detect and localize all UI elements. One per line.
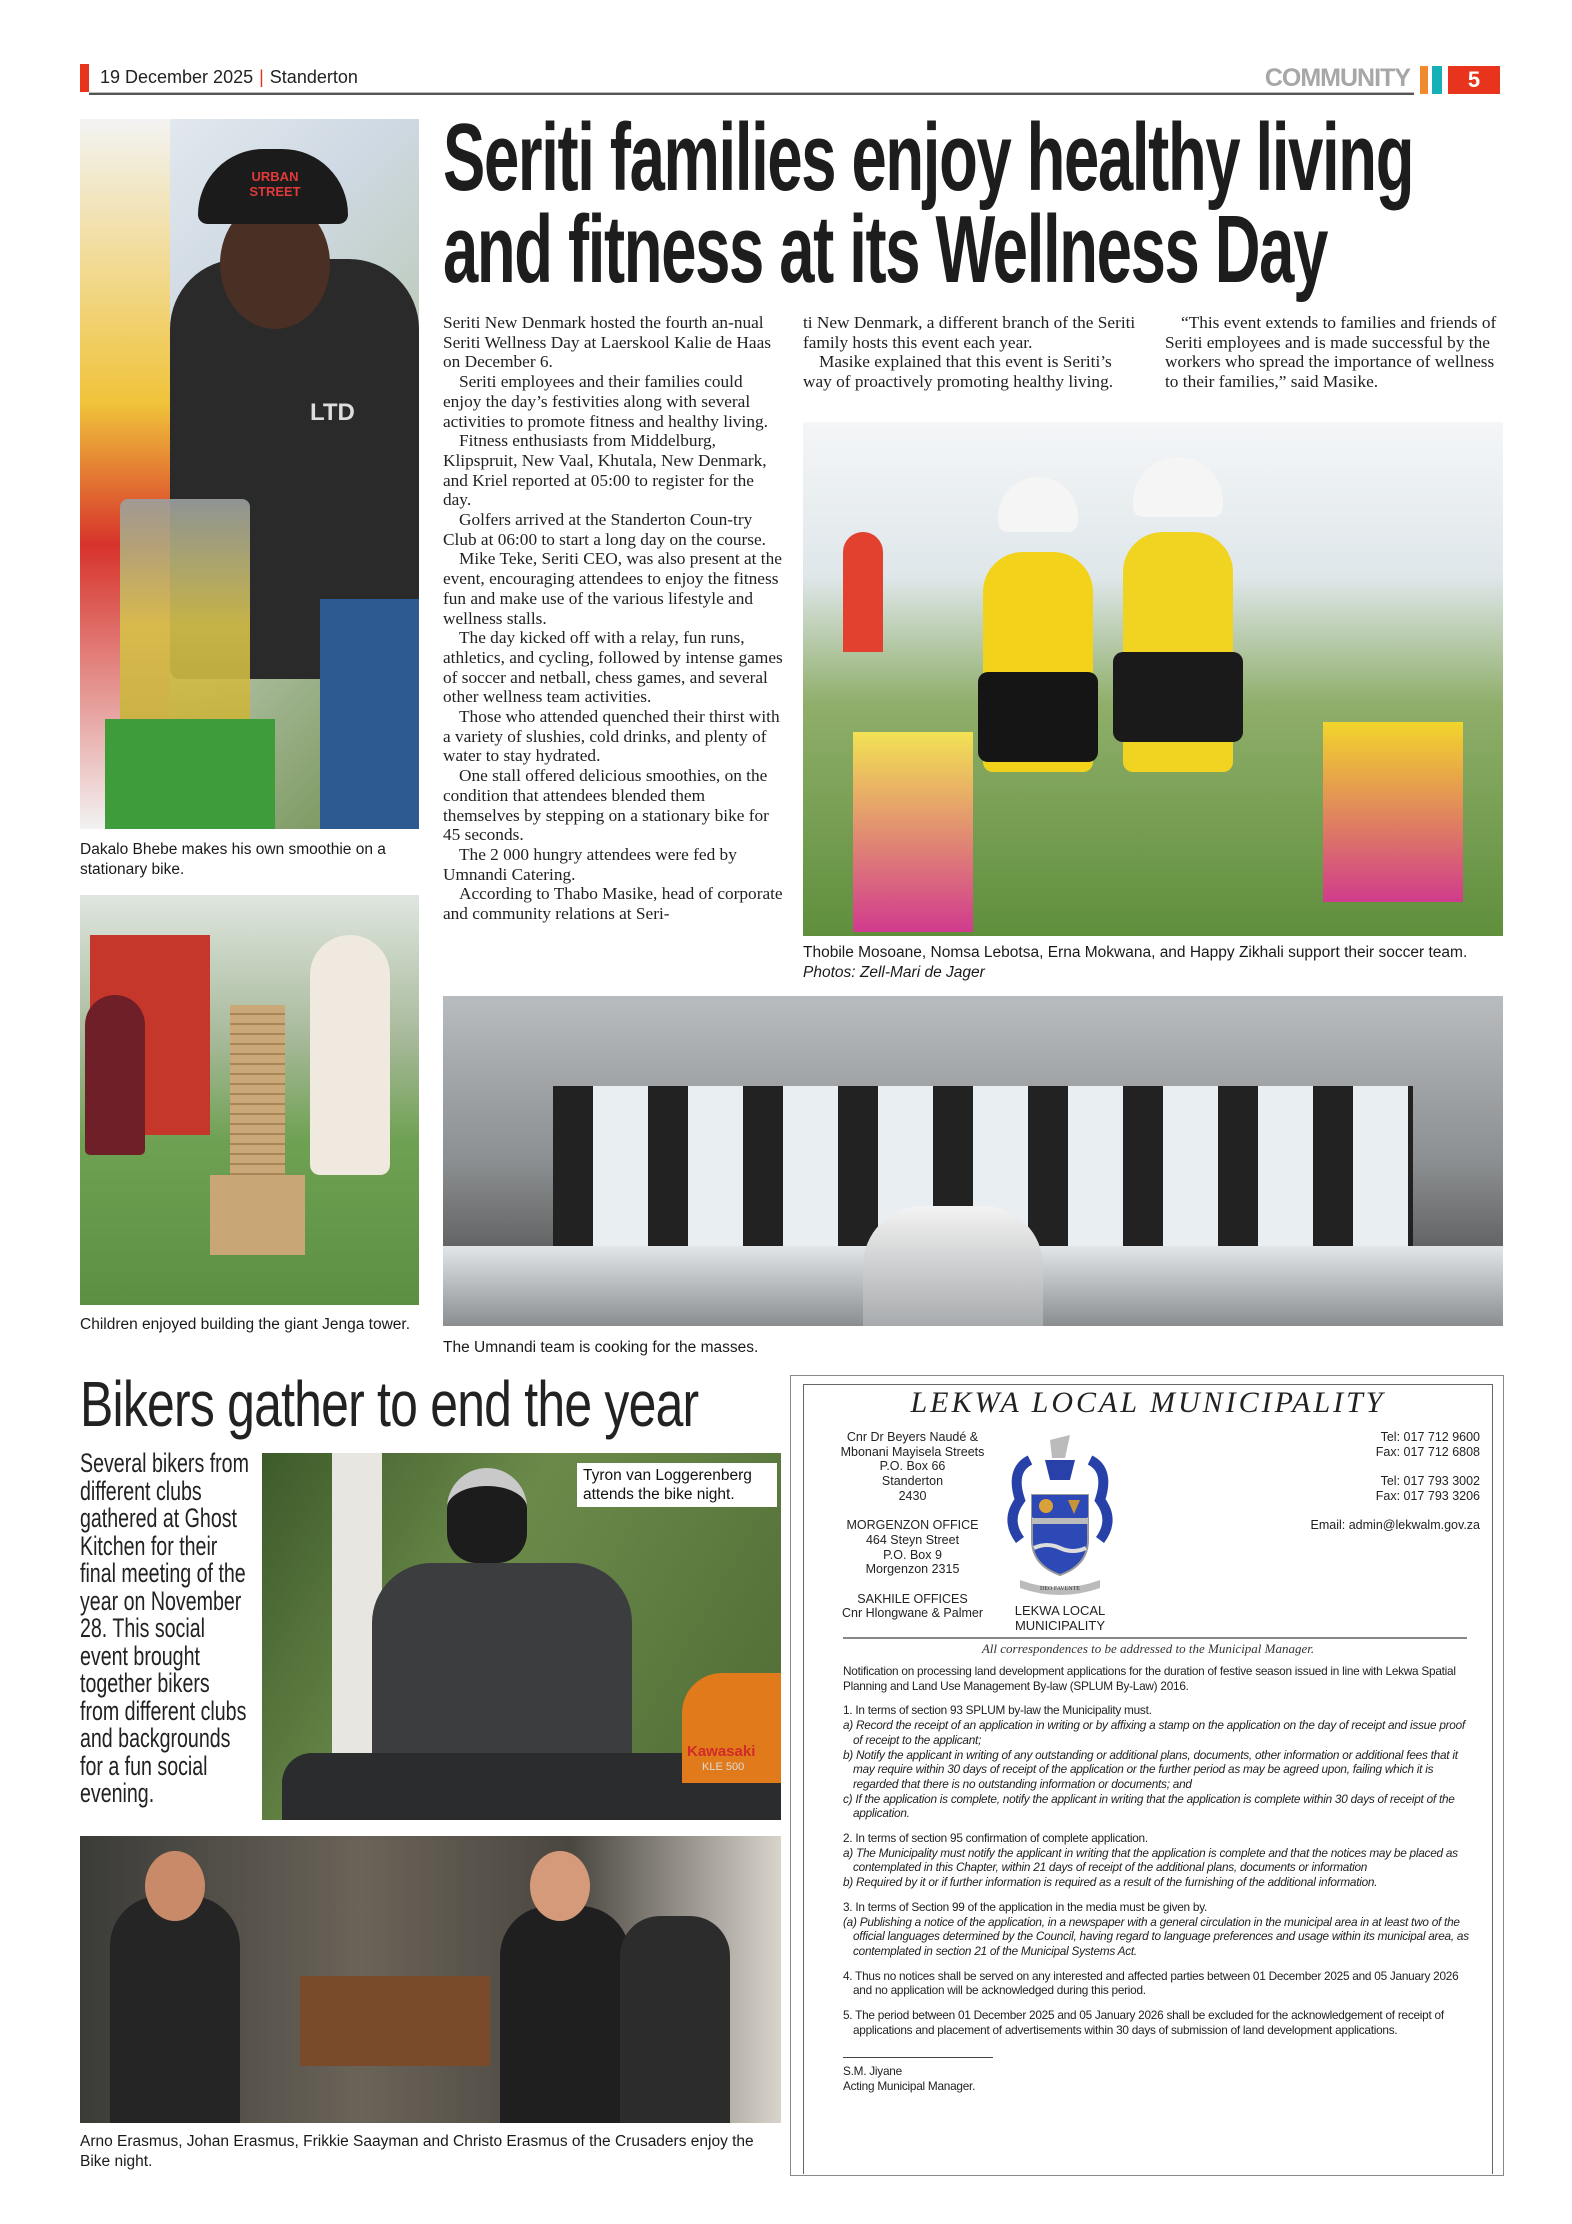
section-accent-orange [1420,66,1428,94]
caption-umnandi: The Umnandi team is cooking for the masses. [443,1339,759,1356]
paragraph: Golfers arrived at the Standerton Coun-try Club at 06:00 to start a long day on the course. [443,510,767,549]
address-line: P.O. Box 9 [883,1547,942,1562]
section-heading: 2. In terms of section 95 confirmation of complete application. [843,1831,1148,1846]
cap-brand-text: URBAN STREET [249,169,301,199]
headline-line-2: and fitness at its Wellness Day [443,196,1327,303]
section-item: b) Required by it or if further information is required as a result of the furnishing of the additional information. [843,1875,1378,1890]
bike-brand-text: Kawasaki [687,1743,756,1760]
contact-line: Fax: 017 793 3206 [1375,1488,1480,1503]
contact-line: Tel: 017 793 3002 [1380,1474,1480,1489]
address-line: Cnr Dr Beyers Naudé & [846,1430,979,1444]
photo-crusaders [80,1836,781,2123]
photo-inset-caption: Tyron van Loggerenberg attends the bike night. [577,1463,777,1507]
paragraph: Seriti employees and their families could enjoy the day’s festivities along with several activities to promote fitness and healthy living. [443,372,768,431]
notice-title: LEKWA LOCAL MUNICIPALITY [910,1386,1386,1419]
caption-text: Thobile Mosoane, Nomsa Lebotsa, Erna Mokwana, and Happy Zikhali support their soccer team. [803,944,1468,961]
section-item: b) Notify the applicant in writing of any outstanding or additional plans, documents, other information or additional fees that it may require within 30 days of receipt of the application or the further period as may be agreed upon, failing which it is regarded that there is no outstanding information or documents; and [843,1747,1458,1791]
paragraph: ti New Denmark, a different branch of the Seriti family hosts this event each year. [803,313,1136,352]
article-column-1 [443,313,783,924]
caption-soccer-supporters [803,943,1503,983]
photo-umnandi-team [443,996,1503,1326]
wellness-headline [443,104,1414,303]
notice-point-5: 5. The period between 01 December 2025 and 05 January 2026 shall be excluded for the acknowledgement of receipt of applications and placement of advertisements within 30 days of submission of land development applications. [843,2008,1444,2037]
header-dateline [100,64,358,90]
address-line: Morgenzon 2315 [865,1562,960,1577]
section-item: c) If the application is complete, notify the applicant in writing that the application is complete within 30 days of receipt of the application. [843,1791,1455,1821]
edition-town: Standerton [269,67,358,87]
bike-model-text: KLE 500 [702,1761,745,1773]
address-line: 2430 [898,1488,927,1503]
address-line: Standerton [881,1474,944,1489]
section-item: (a) Publishing a notice of the application, in a newspaper with a general circulation in the municipal area in at least two of the official languages determined by the Council, having regard to language preferences and usage within its municipal area, as contemplated in section 21 of the Municipal Systems Act. [843,1914,1469,1958]
correspondence-note: All correspondences to be addressed to the Municipal Manager. [981,1641,1315,1656]
address-line: P.O. Box 66 [879,1459,946,1474]
address-line: MORGENZON OFFICE [846,1518,979,1533]
photo-tyron-bike [262,1453,781,1820]
notice-point-4: 4. Thus no notices shall be served on any interested and affected parties between 01 December 2025 and 05 January 2026 and no application will be acknowledged during this period. [843,1968,1459,1998]
paragraph: Seriti New Denmark hosted the fourth an-nual Seriti Wellness Day at Laerskool Kalie de Haas on December 6. [443,313,771,372]
photo-soccer-supporters [803,422,1503,936]
logo-motto: DEO FAVENTE [1040,1586,1080,1592]
dateline-separator: | [259,67,264,87]
photo-credit: Photos: Zell-Mari de Jager [803,964,985,981]
issue-date: 19 December 2025 [100,67,254,87]
notice-left-address [825,1430,1000,1621]
signature-line [843,2057,993,2058]
caption-jenga: Children enjoyed building the giant Jenga tower. [80,1316,411,1333]
signatory-name: S.M. Jiyane [843,2064,902,2079]
section-item: a) The Municipality must notify the applicant in writing that the application is complete and that the notices may be placed as contemplated in this Chapter, within 21 days of receipt of the additional plans, documents or information [843,1845,1458,1875]
photo-smoothie-bike [80,119,419,829]
paragraph: Those who attended quenched their thirst with a variety of slushies, cold drinks, and plenty of water to stay hydrated. [443,707,780,766]
contact-email: Email: admin@lekwalm.gov.za [1310,1518,1480,1533]
logo-label-line: MUNICIPALITY [1014,1618,1106,1633]
caption-smoothie: Dakalo Bhebe makes his own smoothie on a stationary bike. [80,841,386,878]
notice-intro: Notification on processing land development applications for the duration of festive season issued in line with Lekwa Spatial Planning and Land Use Management By-law (SPLUM By-Law) 2016. [843,1664,1456,1693]
paragraph: Mike Teke, Seriti CEO, was also present at the event, encouraging attendees to enjoy the fitness fun and make use of the various lifestyle and wellness stalls. [443,549,782,628]
paragraph: The 2 000 hungry attendees were fed by Umnandi Catering. [443,844,737,884]
paragraph: “This event extends to families and friends of Seriti employees and is made successful by the workers who spread the importance of wellness to their families,” said Masike. [1165,313,1497,392]
page-number: 5 [1448,66,1500,94]
contact-line: Fax: 017 712 6808 [1375,1444,1480,1459]
paragraph: The day kicked off with a relay, fun runs, athletics, and cycling, followed by intense games of soccer and netball, chess games, and several other wellness team activities. [443,628,783,707]
logo-label [1000,1603,1120,1633]
notice-body [843,1664,1473,2094]
section-label: COMMUNITY [1264,64,1410,92]
paragraph: Fitness enthusiasts from Middelburg, Klipspruit, New Vaal, Khutala, New Denmark, and Kriel reported at 05:00 to register for the day. [443,431,767,510]
address-line: 464 Steyn Street [865,1532,960,1547]
bikers-headline: Bikers gather to end the year [80,1368,699,1440]
lekwa-coat-of-arms-icon [1000,1430,1120,1600]
section-item: a) Record the receipt of an application in writing or by affixing a stamp on the application on the day of receipt and issue proof of receipt to the applicant; [843,1718,1465,1747]
section-heading: 3. In terms of Section 99 of the application in the media must be given by. [843,1899,1207,1914]
contact-line: Tel: 017 712 9600 [1380,1430,1480,1444]
paragraph: Masike explained that this event is Seriti’s way of proactively promoting healthy living. [803,352,1114,392]
section-accent-teal [1432,66,1442,94]
logo-label-line: LEKWA LOCAL [1014,1603,1106,1618]
headline-line-1: Seriti families enjoy healthy living [443,104,1414,211]
address-line: SAKHILE OFFICES [857,1591,968,1606]
section-heading: 1. In terms of section 93 SPLUM by-law the Municipality must. [843,1703,1152,1718]
signatory-title: Acting Municipal Manager. [843,2079,976,2094]
shirt-text: LTD [310,399,355,426]
bikers-intro: Several bikers from different clubs gathered at Ghost Kitchen for their final meeting of the year on November 28. This social event brought together bikers from different clubs and backgrounds for a fun social evening. [80,1450,252,1808]
notice-divider [843,1637,1467,1639]
article-column-2 [803,313,1143,392]
article-column-3 [1165,313,1505,392]
paragraph: According to Thabo Masike, head of corporate and community relations at Seri- [443,884,783,924]
address-line: Cnr Hlongwane & Palmer [841,1606,984,1621]
paragraph: One stall offered delicious smoothies, on the condition that attendees blended them themselves by stepping on a stationary bike for 45 seconds. [443,766,769,845]
caption-crusaders: Arno Erasmus, Johan Erasmus, Frikkie Saayman and Christo Erasmus of the Crusaders enjoy the Bike night. [80,2133,754,2170]
photo-jenga [80,895,419,1305]
address-line: Mbonani Mayisela Streets [840,1444,985,1459]
notice-contacts [1280,1430,1480,1533]
header-accent-bar [80,64,89,92]
